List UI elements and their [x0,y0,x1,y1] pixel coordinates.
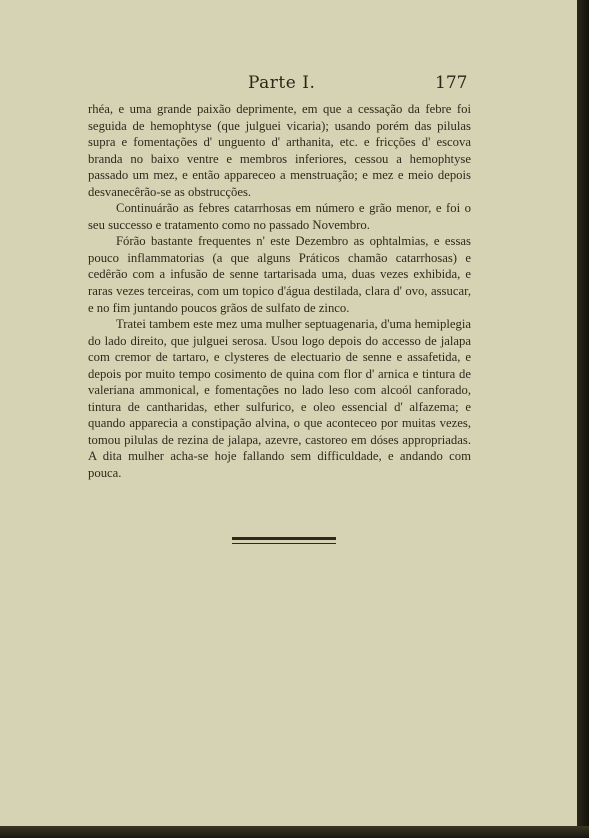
running-head: Parte I. [248,73,316,93]
page-bottom-shadow [0,826,589,838]
paragraph-hemiplegia: Tratei tambem este mez uma mulher septuagenaria, d'uma hemiplegia do lado direito, que julguei serosa. Usou logo depois do accesso de jalapa com cremor de tartaro, e clysteres de electuario de senne e assafetida, e depois por muito tempo cosimento de quina com flor d' arnica e tintura de valeriana ammonical, e fomentações no lado leso com alcoól canforado, tintura de cantharidas, ether sulfurico, e oleo essencial d' alfazema; e quando apparecia a constipação alvina, o que aconteceo por muitas vezes, tomou pilulas de rezina de jalapa, azevre, castoreo em dóses appropriadas. A dita mulher acha-se hoje fallando sem difficuldade, e andando com pouca. [88,317,471,481]
rule-thick-line [232,537,336,540]
paragraph-continuation: rhéa, e uma grande paixão deprimente, em que a cessação da febre foi seguida de hemophtyse (que julguei vicaria); usando porém das pilulas supra e fomentações d' unguento d' arthanita, etc. e fricções d' escova branda no baixo ventre e membros inferiores, cessou a hemophtyse passado um mez, e então appareceo a menstruação; e mez e meio depois desvanecêrão-se as obstrucções. [88,102,471,199]
paragraph-catarrhal-fevers: Continuárão as febres catarrhosas em número e grão menor, e foi o seu successo e tratamento como no passado Novembro. [88,201,471,232]
body-text [88,101,471,482]
paragraph-ophthalmias: Fórão bastante frequentes n' este Dezembro as ophtalmias, e essas pouco inflammatorias (a que alguns Práticos chamão catarrhosas) e cedêrão com a infusão de senne tartarisada uma, duas vezes exhibida, e raras vezes terceiras, com um topico d'água destilada, clara d' ovo, assucar, e no fim juntando poucos grãos de sulfato de zinco. [88,234,471,315]
section-end-rule [232,537,336,545]
rule-thin-line [232,543,336,544]
page-number: 177 [435,73,468,93]
page-edge-shadow [577,0,589,838]
